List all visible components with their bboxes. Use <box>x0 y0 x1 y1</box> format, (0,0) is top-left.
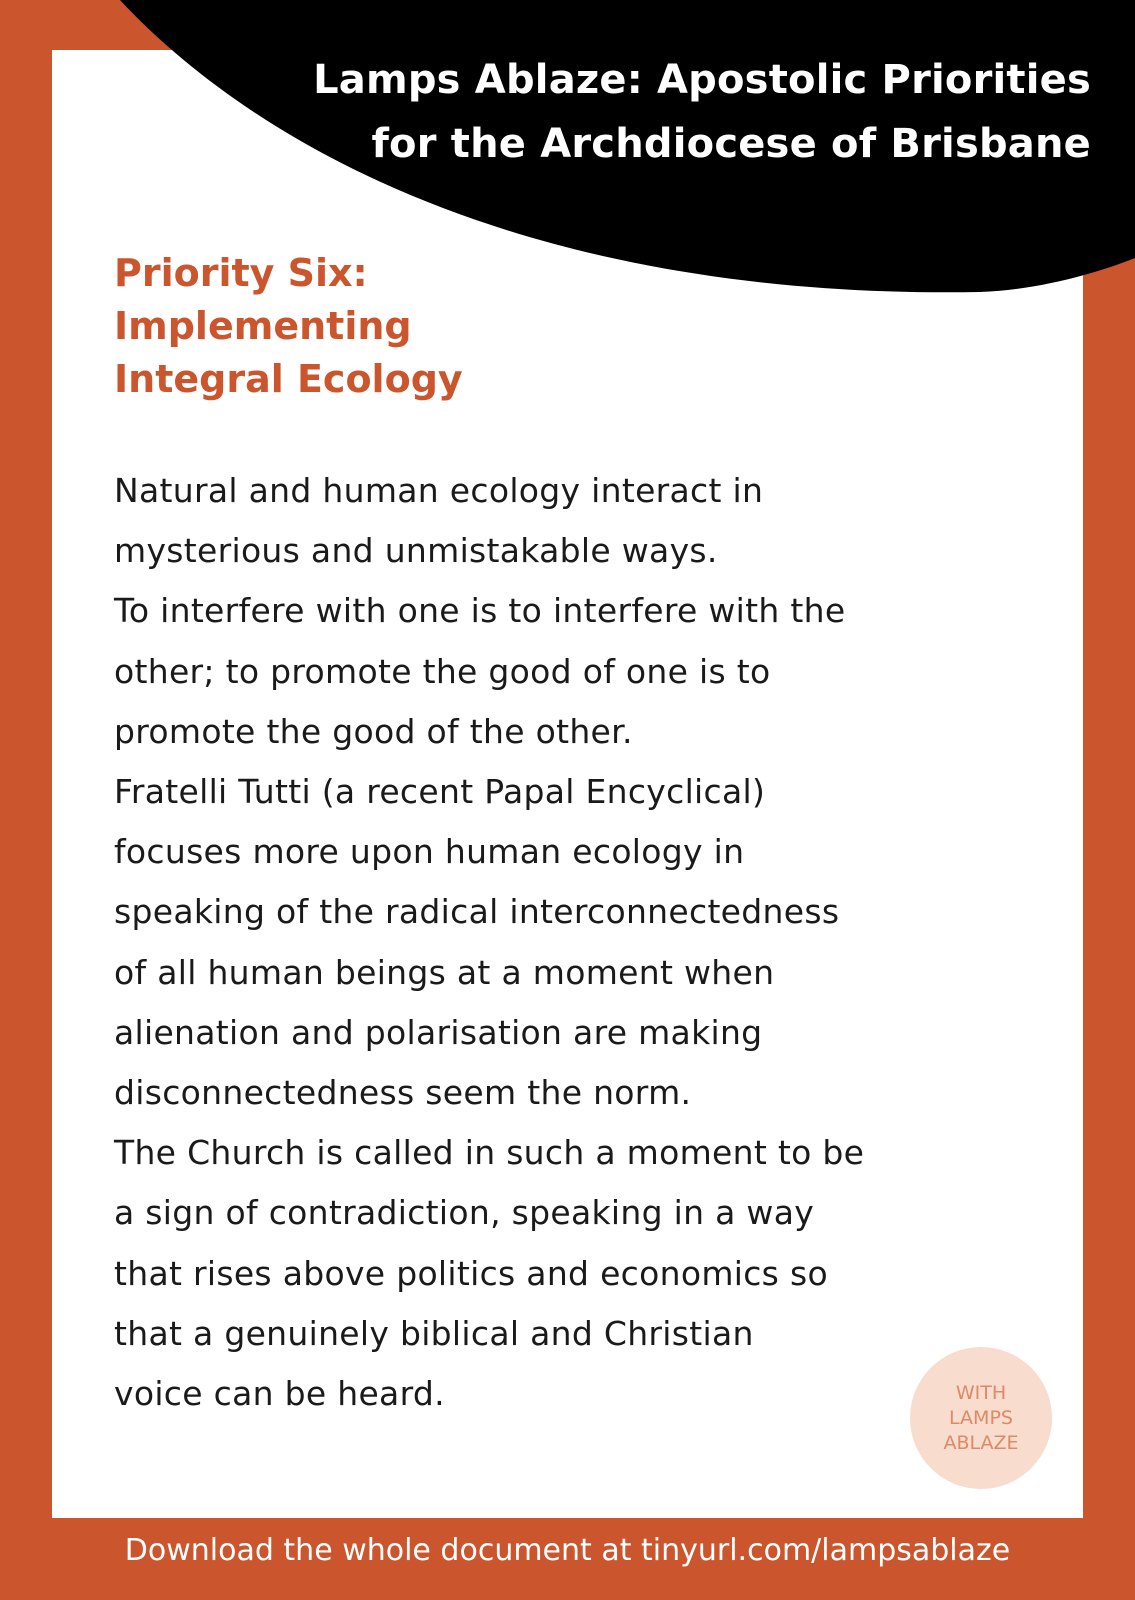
body-line: a sign of contradiction, speaking in a way <box>114 1193 815 1233</box>
priority-heading-line: Priority Six: <box>114 251 368 295</box>
badge-line: WITH <box>955 1381 1007 1404</box>
body-line: Fratelli Tutti (a recent Papal Encyclical) <box>114 772 766 812</box>
priority-heading-line: Integral Ecology <box>114 357 463 401</box>
body-line: that a genuinely biblical and Christian <box>114 1313 754 1353</box>
download-footer: Download the whole document at tinyurl.com/lampsablaze <box>124 1533 1011 1568</box>
document-title-line: for the Archdiocese of Brisbane <box>371 121 1091 167</box>
body-paragraph <box>114 461 974 1424</box>
priority-heading-line: Implementing <box>114 304 412 348</box>
document-title <box>291 48 1091 176</box>
body-line: speaking of the radical interconnectedness <box>114 892 840 932</box>
badge-line: LAMPS <box>949 1406 1013 1429</box>
body-line: Natural and human ecology interact in <box>114 471 764 510</box>
body-line: that rises above politics and economics so <box>114 1253 828 1293</box>
priority-heading <box>114 247 463 406</box>
body-line: To interfere with one is to interfere with the <box>114 591 846 631</box>
body-line: of all human beings at a moment when <box>114 952 775 992</box>
body-line: promote the good of the other. <box>114 711 633 751</box>
document-title-line: Lamps Ablaze: Apostolic Priorities <box>313 57 1091 103</box>
body-line: focuses more upon human ecology in <box>114 832 745 872</box>
body-line: mysterious and unmistakable ways. <box>114 531 718 571</box>
body-line: The Church is called in such a moment to be <box>114 1133 865 1173</box>
lamps-ablaze-badge <box>910 1347 1052 1489</box>
body-line: disconnectedness seem the norm. <box>114 1073 692 1113</box>
badge-line: ABLAZE <box>943 1431 1019 1454</box>
body-line: voice can be heard. <box>114 1374 445 1414</box>
body-line: other; to promote the good of one is to <box>114 651 771 691</box>
body-line: alienation and polarisation are making <box>114 1012 763 1052</box>
